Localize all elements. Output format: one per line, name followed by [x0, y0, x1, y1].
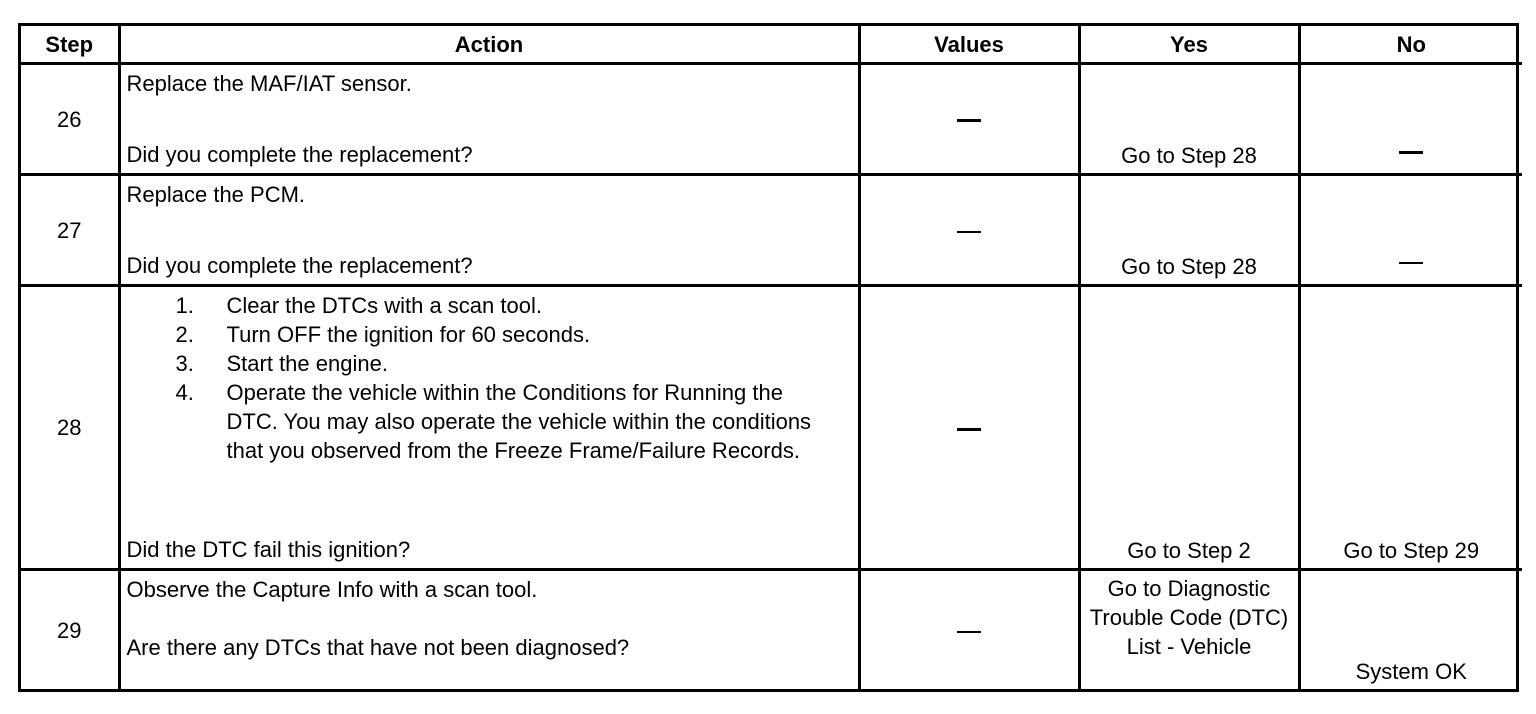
- step-number: 26: [21, 64, 119, 175]
- header-action: Action: [119, 26, 859, 64]
- no-cell: System OK: [1299, 570, 1522, 690]
- dash-mark: [957, 428, 981, 431]
- action-cell: [119, 286, 859, 570]
- header-step: Step: [21, 26, 119, 64]
- table-row: [21, 175, 1522, 286]
- no-cell: Go to Step 29: [1299, 286, 1522, 570]
- no-cell: [1299, 64, 1522, 175]
- dash-mark: [957, 119, 981, 122]
- list-item-text: Turn OFF the ignition for 60 seconds.: [226, 322, 591, 347]
- dash-mark: [957, 631, 981, 633]
- action-text: Observe the Capture Info with a scan tool.: [126, 577, 538, 602]
- table-row: [21, 64, 1522, 175]
- list-item-text: Clear the DTCs with a scan tool.: [226, 293, 542, 318]
- dash-mark: [957, 231, 981, 233]
- table-row: [21, 570, 1522, 690]
- action-cell: [119, 64, 859, 175]
- list-item-number: 3.: [175, 351, 194, 376]
- action-cell: [119, 570, 859, 690]
- step-number: 29: [21, 570, 119, 690]
- dash-mark: [1399, 151, 1423, 154]
- yes-cell: Go to Step 28: [1079, 64, 1299, 175]
- action-text: Replace the MAF/IAT sensor.: [126, 71, 412, 96]
- list-item-number: 4.: [175, 380, 194, 405]
- values-cell: [859, 175, 1079, 286]
- values-cell: [859, 64, 1079, 175]
- list-item-number: 2.: [175, 322, 194, 347]
- yes-cell: [1079, 570, 1299, 690]
- no-cell: [1299, 175, 1522, 286]
- diagnostic-table: [21, 26, 1522, 689]
- list-item: [175, 320, 852, 349]
- header-row: [21, 26, 1522, 64]
- action-question: Are there any DTCs that have not been diagnosed?: [126, 635, 630, 660]
- action-cell: [119, 175, 859, 286]
- list-item: [175, 349, 852, 378]
- header-yes: Yes: [1079, 26, 1299, 64]
- yes-cell: Go to Step 28: [1079, 175, 1299, 286]
- values-cell: [859, 286, 1079, 570]
- list-item: [175, 378, 827, 465]
- action-text: Replace the PCM.: [126, 182, 306, 207]
- yes-text: Go to Diagnostic Trouble Code (DTC) List - Vehicle: [1089, 576, 1289, 659]
- list-item: [175, 291, 852, 320]
- dash-mark: [1399, 262, 1423, 264]
- procedure-list: [127, 291, 852, 465]
- step-number: 28: [21, 286, 119, 570]
- header-no: No: [1299, 26, 1522, 64]
- values-cell: [859, 570, 1079, 690]
- action-question: Did you complete the replacement?: [126, 142, 473, 167]
- action-question: Did the DTC fail this ignition?: [126, 537, 411, 562]
- header-values: Values: [859, 26, 1079, 64]
- list-item-text: Start the engine.: [226, 351, 388, 376]
- step-number: 27: [21, 175, 119, 286]
- list-item-text: Operate the vehicle within the Conditions for Running the DTC. You may also operate the vehicle within the conditions that you observed from the Freeze Frame/Failure Records.: [226, 380, 812, 463]
- diagnostic-table-frame: [18, 23, 1519, 692]
- table-row: [21, 286, 1522, 570]
- list-item-number: 1.: [175, 293, 194, 318]
- yes-cell: Go to Step 2: [1079, 286, 1299, 570]
- action-question: Did you complete the replacement?: [126, 253, 473, 278]
